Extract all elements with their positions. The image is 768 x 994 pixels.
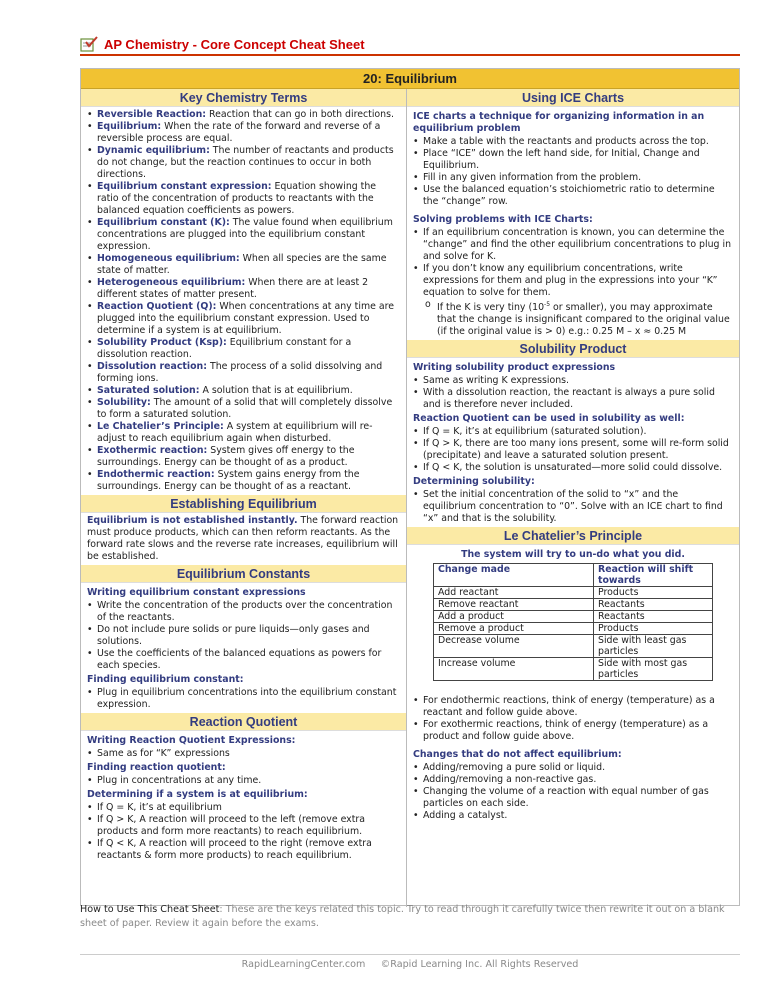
- key-term-item: [87, 145, 400, 181]
- list-item: • Make a table with the reactants and products across the top.: [413, 136, 733, 148]
- cheat-sheet-frame: [80, 68, 740, 906]
- table-row: [434, 623, 713, 635]
- change-cell: Add reactant: [434, 587, 594, 599]
- usage-note: [80, 903, 740, 931]
- lechatelier-table-body: [434, 564, 713, 681]
- ice-subitem: o If the K is very tiny ($10^{-5}$ or smaller), you may approximate that the change is insignificant compared to the original value (if the original value is > 0) e.g.: 0.25 M – x ≈ 0.25 M: [425, 299, 730, 338]
- table-row: [434, 611, 713, 623]
- table-row: [434, 635, 713, 658]
- key-term-item: [87, 385, 400, 397]
- lc-sub2: Changes that do not affect equilibrium:: [413, 749, 622, 761]
- eq-constants-list1: [87, 600, 400, 672]
- key-term-definition: When there are at least 2 different states of matter present.: [97, 277, 369, 300]
- eq-constants-sub1: Writing equilibrium constant expressions: [87, 587, 306, 598]
- list-item: • Same as for “K” expressions: [87, 748, 400, 760]
- lc-header-change: Change made: [434, 564, 594, 587]
- key-term-definition: System gains energy from the surroundings. Energy can be thought of as a reactant.: [97, 469, 360, 492]
- key-term-name: Dynamic equilibrium:: [97, 145, 210, 156]
- list-item: • Plug in equilibrium concentrations into the equilibrium constant expression.: [87, 687, 400, 711]
- key-terms-list: [87, 109, 400, 493]
- key-term-item: [87, 421, 400, 445]
- reaction-quotient-heading: Reaction Quotient: [81, 713, 406, 731]
- key-term-item: [87, 277, 400, 301]
- establishing-box: [81, 513, 406, 565]
- shift-cell: Products: [594, 587, 713, 599]
- page-footer: [80, 954, 740, 970]
- ice-subitem-a: If the K is very tiny (10: [437, 302, 545, 314]
- ice-subitem-exp: -5: [544, 301, 551, 308]
- list-item: • Set the initial concentration of the solid to “x” and the equilibrium concentration to “0”. Solve with an ICE chart to find “x” and that is the solubility.: [413, 489, 733, 525]
- list-item: • Same as writing K expressions.: [413, 375, 733, 387]
- list-item: • With a dissolution reaction, the reactant is always a pure solid and is therefore never included.: [413, 387, 733, 411]
- lc-list1: [413, 695, 733, 743]
- key-term-name: Le Chatelier’s Principle:: [97, 421, 224, 432]
- key-term-name: Dissolution reaction:: [97, 361, 207, 372]
- key-term-item: [87, 217, 400, 253]
- reaction-quotient-box: [81, 731, 406, 864]
- key-term-definition: The number of reactants and products do not change, but the reaction continues to occur in both directions.: [97, 145, 394, 180]
- key-term-definition: When all species are the same state of matter.: [97, 253, 387, 276]
- key-term-name: Equilibrium:: [97, 121, 162, 132]
- rq-sub2: Finding reaction quotient:: [87, 762, 226, 773]
- shift-cell: Products: [594, 623, 713, 635]
- page-header: [80, 34, 740, 56]
- list-item: • Plug in concentrations at any time.: [87, 775, 400, 787]
- change-cell: Decrease volume: [434, 635, 594, 658]
- eq-constants-sub2: Finding equilibrium constant:: [87, 674, 244, 685]
- key-term-definition: System gives off energy to the surroundings. Energy can be thought of as a product.: [97, 445, 355, 468]
- key-term-name: Homogeneous equilibrium:: [97, 253, 240, 264]
- ice-heading: Using ICE Charts: [407, 89, 739, 107]
- ice-intro: ICE charts a technique for organizing information in an equilibrium problem: [413, 111, 705, 134]
- footer-copyright: ©Rapid Learning Inc. All Rights Reserved: [380, 959, 579, 970]
- key-term-definition: The amount of a solid that will completely dissolve to form a saturated solution.: [97, 397, 393, 420]
- rq-list3: [87, 802, 400, 862]
- ice-list1: [413, 136, 733, 208]
- lc-tagline: The system will try to un-do what you did.: [461, 549, 685, 561]
- key-term-item: [87, 445, 400, 469]
- sol-sub2: Reaction Quotient can be used in solubility as well:: [413, 413, 685, 425]
- table-row: [434, 599, 713, 611]
- key-term-name: Exothermic reaction:: [97, 445, 208, 456]
- key-term-name: Heterogeneous equilibrium:: [97, 277, 246, 288]
- key-term-name: Solubility:: [97, 397, 151, 408]
- list-item: • Adding/removing a non-reactive gas.: [413, 774, 733, 786]
- establishing-lead: Equilibrium is not established instantly.: [87, 515, 298, 526]
- list-item: • If Q > K, there are too many ions present, some will re-form solid (precipitate) and leave a saturated solution present.: [413, 438, 733, 462]
- right-column: [407, 89, 739, 907]
- key-term-name: Equilibrium constant expression:: [97, 181, 272, 192]
- change-cell: Remove a product: [434, 623, 594, 635]
- list-item: • For endothermic reactions, think of energy (temperature) as a reactant and follow guide above.: [413, 695, 733, 719]
- left-column: [81, 89, 407, 907]
- sol-list2: [413, 426, 733, 474]
- key-term-definition: Equilibrium constant for a dissolution reaction.: [97, 337, 352, 360]
- list-item: • Write the concentration of the products over the concentration of the reactants.: [87, 600, 400, 624]
- lechatelier-table: [433, 563, 713, 681]
- shift-cell: Reactants: [594, 611, 713, 623]
- list-item: • For exothermic reactions, think of energy (temperature) as a product and follow guide above.: [413, 719, 733, 743]
- eq-constants-box: [81, 583, 406, 713]
- eq-constants-list2: [87, 687, 400, 711]
- table-row: [434, 587, 713, 599]
- key-term-definition: The process of a solid dissolving and forming ions.: [97, 361, 383, 384]
- list-item: • If Q > K, A reaction will proceed to the left (remove extra products and form more reactants) to reach equilibrium.: [87, 814, 400, 838]
- list-item: • Place “ICE” down the left hand side, for Initial, Change and Equilibrium.: [413, 148, 733, 172]
- sol-list3: [413, 489, 733, 525]
- key-term-name: Saturated solution:: [97, 385, 200, 396]
- key-term-item: [87, 253, 400, 277]
- key-term-definition: A system at equilibrium will re-adjust to reach equilibrium again when disturbed.: [97, 421, 373, 444]
- establishing-heading: Establishing Equilibrium: [81, 495, 406, 513]
- key-term-name: Reversible Reaction:: [97, 109, 207, 120]
- key-term-item: [87, 469, 400, 493]
- change-cell: Add a product: [434, 611, 594, 623]
- ice-list2: [413, 227, 733, 299]
- list-item: • Adding a catalyst.: [413, 810, 733, 822]
- key-term-item: [87, 397, 400, 421]
- key-terms-heading: Key Chemistry Terms: [81, 89, 406, 107]
- key-term-item: [87, 301, 400, 337]
- list-item: • If Q = K, it’s at equilibrium: [87, 802, 400, 814]
- key-term-item: [87, 361, 400, 385]
- ice-box: [407, 107, 739, 340]
- sol-list1: [413, 375, 733, 411]
- key-term-definition: Reaction that can go in both directions.: [206, 109, 394, 120]
- solubility-heading: Solubility Product: [407, 340, 739, 358]
- list-item: • If an equilibrium concentration is known, you can determine the “change” and find the other equilibrium concentrations to plug in and solve for K.: [413, 227, 733, 263]
- key-term-item: [87, 181, 400, 217]
- footer-site: RapidLearningCenter.com: [241, 959, 366, 970]
- rq-list1: [87, 748, 400, 760]
- lc-list2: [413, 762, 733, 822]
- list-item: • If you don’t know any equilibrium concentrations, write expressions for them and plug in the expressions into your “K” equation to solve for them.: [413, 263, 733, 299]
- sol-sub3: Determining solubility:: [413, 476, 535, 488]
- list-item: • Do not include pure solids or pure liquids—only gases and solutions.: [87, 624, 400, 648]
- list-item: • If Q < K, A reaction will proceed to the right (remove extra reactants & form more products) to reach equilibrium.: [87, 838, 400, 862]
- rq-list2: [87, 775, 400, 787]
- lc-header-shift: Reaction will shift towards: [594, 564, 713, 587]
- list-item: • If Q < K, the solution is unsaturated—more solid could dissolve.: [413, 462, 733, 474]
- solubility-box: [407, 358, 739, 527]
- key-term-item: [87, 337, 400, 361]
- key-term-definition: When concentrations at any time are plugged into the equilibrium constant expression. Used to determine if a system is at equilibrium.: [97, 301, 395, 336]
- list-item: • If Q = K, it’s at equilibrium (saturated solution).: [413, 426, 733, 438]
- key-term-item: [87, 109, 400, 121]
- ice-subitem-b: or smaller), you may approximate that the change is insignificant compared to the original value (if the original value is > 0) e.g.: 0.25 M – x ≈ 0.25 M: [437, 302, 730, 338]
- list-item: • Adding/removing a pure solid or liquid.: [413, 762, 733, 774]
- list-item: • Use the balanced equation’s stoichiometric ratio to determine the “change” row.: [413, 184, 733, 208]
- key-term-name: Solubility Product (Ksp):: [97, 337, 227, 348]
- sol-sub1: Writing solubility product expressions: [413, 362, 616, 374]
- key-term-name: Equilibrium constant (K):: [97, 217, 230, 228]
- lechatelier-box: [407, 545, 739, 824]
- usage-note-text: : These are the keys related this topic. Try to read through it carefully twice then rewrite it out on a blank sheet of paper. Review it again before the exams.: [80, 904, 725, 929]
- establishing-text: The forward reaction must produce products, which can then reform reactants. As the forward rate slows and the reverse rate increases, equilibrium will be established.: [87, 515, 399, 562]
- key-term-definition: Equation showing the ratio of the concentration of products to reactants with the balanced equation coefficients as powers.: [97, 181, 377, 216]
- eq-constants-heading: Equilibrium Constants: [81, 565, 406, 583]
- change-cell: Remove reactant: [434, 599, 594, 611]
- key-term-name: Endothermic reaction:: [97, 469, 215, 480]
- key-term-definition: A solution that is at equilibrium.: [199, 385, 353, 396]
- change-cell: Increase volume: [434, 658, 594, 681]
- list-item: • Changing the volume of a reaction with equal number of gas particles on each side.: [413, 786, 733, 810]
- key-terms-box: [81, 107, 406, 495]
- shift-cell: Side with least gas particles: [594, 635, 713, 658]
- rq-sub1: Writing Reaction Quotient Expressions:: [87, 735, 296, 746]
- lechatelier-heading: Le Chatelier’s Principle: [407, 527, 739, 545]
- key-term-item: [87, 121, 400, 145]
- table-row: [434, 658, 713, 681]
- key-term-definition: When the rate of the forward and reverse of a reversible process are equal.: [97, 121, 381, 144]
- topic-title: 20: Equilibrium: [81, 69, 739, 89]
- key-term-definition: The value found when equilibrium concentrations are plugged into the equilibrium constant expression.: [97, 217, 393, 252]
- page-title: AP Chemistry - Core Concept Cheat Sheet: [104, 36, 365, 52]
- checklist-logo-icon: [80, 36, 98, 52]
- shift-cell: Reactants: [594, 599, 713, 611]
- ice-sub2: Solving problems with ICE Charts:: [413, 214, 593, 225]
- list-item: • Fill in any given information from the problem.: [413, 172, 733, 184]
- usage-note-lead: How to Use This Cheat Sheet: [80, 904, 220, 915]
- key-term-name: Reaction Quotient (Q):: [97, 301, 217, 312]
- lc-header-row: [434, 564, 713, 587]
- shift-cell: Side with most gas particles: [594, 658, 713, 681]
- list-item: • Use the coefficients of the balanced equations as powers for each species.: [87, 648, 400, 672]
- rq-sub3: Determining if a system is at equilibrium:: [87, 789, 308, 800]
